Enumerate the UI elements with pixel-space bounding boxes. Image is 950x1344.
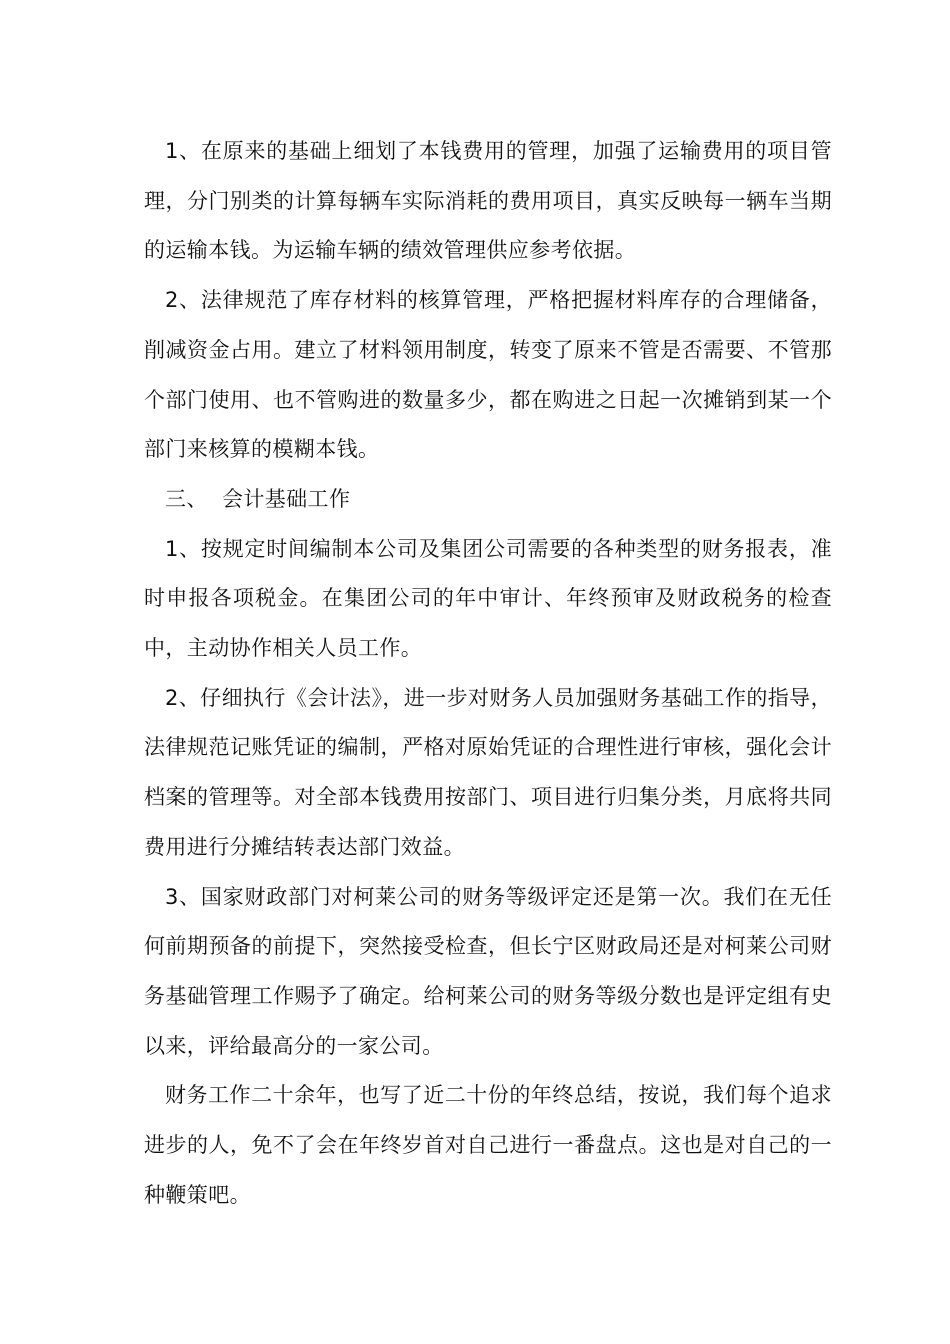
paragraph-accounting-law: 2、仔细执行《会计法》，进一步对财务人员加强财务基础工作的指导，法律规范记账凭证的编制，严格对原始凭证的合理性进行审核，强化会计档案的管理等。对全部本钱费用按部门、项目进行归集分类，月底将共同费用进行分摊结转表达部门效益。 bbox=[144, 685, 832, 859]
paragraph-financial-rating: 3、国家财政部门对柯莱公司的财务等级评定还是第一次。我们在无任何前期预备的前提下，突然接受检查，但长宁区财政局还是对柯莱公司财务基础管理工作赐予了确定。给柯莱公司的财务等级分数也是评定组有史以来，评给最高分的一家公司。 bbox=[144, 884, 832, 1058]
paragraph-cost-management: 1、在原来的基础上细划了本钱费用的管理，加强了运输费用的项目管理，分门别类的计算每辆车实际消耗的费用项目，真实反映每一辆车当期的运输本钱。为运输车辆的绩效管理供应参考依据。 bbox=[144, 139, 832, 263]
paragraph-closing-reflection: 财务工作二十余年，也写了近二十份的年终总结，按说，我们每个追求进步的人，免不了会在年终岁首对自己进行一番盘点。这也是对自己的一种鞭策吧。 bbox=[144, 1083, 832, 1207]
paragraph-inventory-accounting: 2、法律规范了库存材料的核算管理，严格把握材料库存的合理储备，削减资金占用。建立了材料领用制度，转变了原来不管是否需要、不管那个部门使用、也不管购进的数量多少，都在购进之日起一次摊销到某一个部门来核算的模糊本钱。 bbox=[144, 288, 832, 462]
document-body bbox=[144, 127, 832, 1220]
paragraph-financial-reports: 1、按规定时间编制本公司及集团公司需要的各种类型的财务报表，准时申报各项税金。在集团公司的年中审计、年终预审及财政税务的检查中，主动协作相关人员工作。 bbox=[144, 536, 832, 661]
section-heading-accounting-basics: 三、 会计基础工作 bbox=[165, 486, 351, 511]
